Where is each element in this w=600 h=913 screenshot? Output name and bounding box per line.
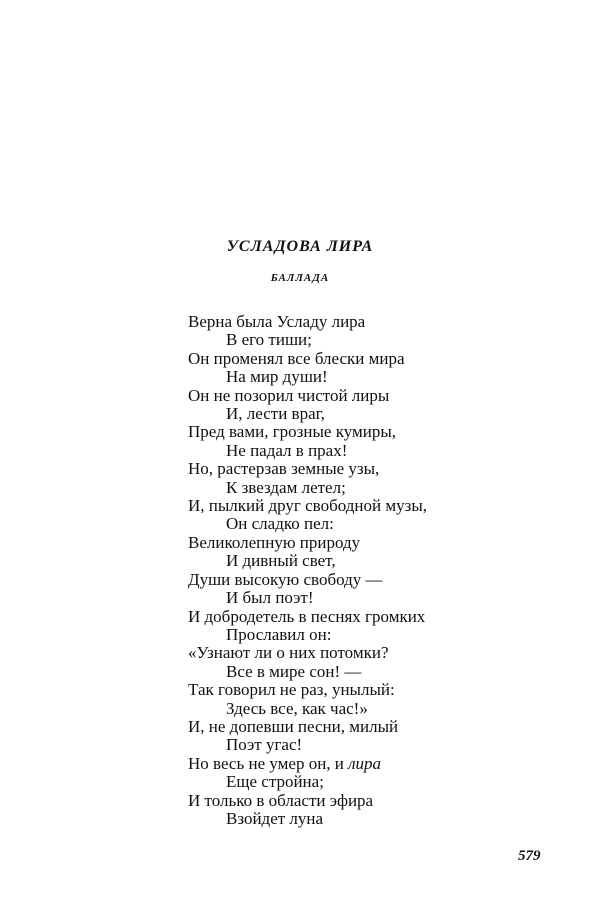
poem-line-text: Но весь не умер он, и: [188, 753, 349, 773]
poem-line-text: На мир души!: [226, 367, 328, 387]
poem-line-text: К звездам летел;: [226, 477, 346, 497]
poem-line: [188, 626, 508, 644]
poem-line-text: И, пылкий друг свободной музы,: [188, 496, 427, 516]
poem-line: [188, 405, 508, 423]
poem-line: [188, 552, 508, 570]
poem-line-text: И, лести враг,: [226, 404, 325, 424]
poem-line-text: Великолепную природу: [188, 532, 361, 552]
poem-line-text: И, не допевши песни, милый: [188, 716, 399, 736]
poem-line: [188, 589, 508, 607]
page-number: 579: [518, 848, 541, 864]
poem-line: [188, 313, 508, 331]
poem-line-text: «Узнают ли о них потомки?: [188, 643, 389, 663]
poem-line: [188, 423, 508, 441]
poem-line-text: Но, растерзав земные узы,: [188, 459, 380, 479]
poem-line: [188, 571, 508, 589]
poem-line-text: Так говорил не раз, унылый:: [188, 680, 395, 700]
poem-title: УСЛАДОВА ЛИРА: [226, 238, 374, 255]
poem-line: [188, 663, 508, 681]
poem-line-text: И был поэт!: [226, 588, 314, 608]
poem-line-text: Он сладко пел:: [226, 514, 334, 534]
poem-line-text: Он не позорил чистой лиры: [188, 385, 390, 405]
poem-line: [188, 350, 508, 368]
poem-line: [188, 608, 508, 626]
poem-line-text: Еще стройна;: [226, 772, 324, 792]
poem-line-text: Души высокую свободу —: [188, 569, 383, 589]
poem-line: [188, 515, 508, 533]
poem-line: [188, 442, 508, 460]
poem-line-text: Не падал в прах!: [226, 440, 348, 460]
poem-line-text: Здесь все, как час!»: [226, 698, 368, 718]
poem-line: [188, 681, 508, 699]
poem-line-text: В его тиши;: [226, 330, 312, 350]
poem-line-text: Взойдет луна: [226, 808, 324, 828]
poem-line: [188, 460, 508, 478]
poem-body: [188, 313, 508, 828]
poem-line: [188, 755, 508, 773]
poem-line-text: Прославил он:: [226, 624, 332, 644]
poem-line: [188, 644, 508, 662]
poem-line-text: Он променял все блески мира: [188, 348, 405, 368]
poem-line-text: Все в мире сон! —: [226, 661, 362, 681]
poem-line-text: И дивный свет,: [226, 551, 336, 571]
poem-line: [188, 773, 508, 791]
poem-line: [188, 792, 508, 810]
poem-line: [188, 534, 508, 552]
poem-line-text: Верна была Усладу лира: [188, 312, 366, 331]
poem-line: [188, 736, 508, 754]
poem-line: [188, 810, 508, 828]
poem-line-text: Поэт угас!: [226, 735, 303, 755]
poem-line: [188, 331, 508, 349]
poem-line: [188, 368, 508, 386]
poem-line: [188, 497, 508, 515]
poem-line-text: И добродетель в песнях громких: [188, 606, 426, 626]
poem-line-italic-word: лира: [348, 753, 382, 773]
poem-subtitle: БАЛЛАДА: [270, 272, 330, 284]
poem-line: [188, 479, 508, 497]
poem-line: [188, 718, 508, 736]
poem-line-text: Пред вами, грозные кумиры,: [188, 422, 397, 442]
poem-line: [188, 700, 508, 718]
poem-line: [188, 387, 508, 405]
poem-line-text: И только в области эфира: [188, 790, 374, 810]
